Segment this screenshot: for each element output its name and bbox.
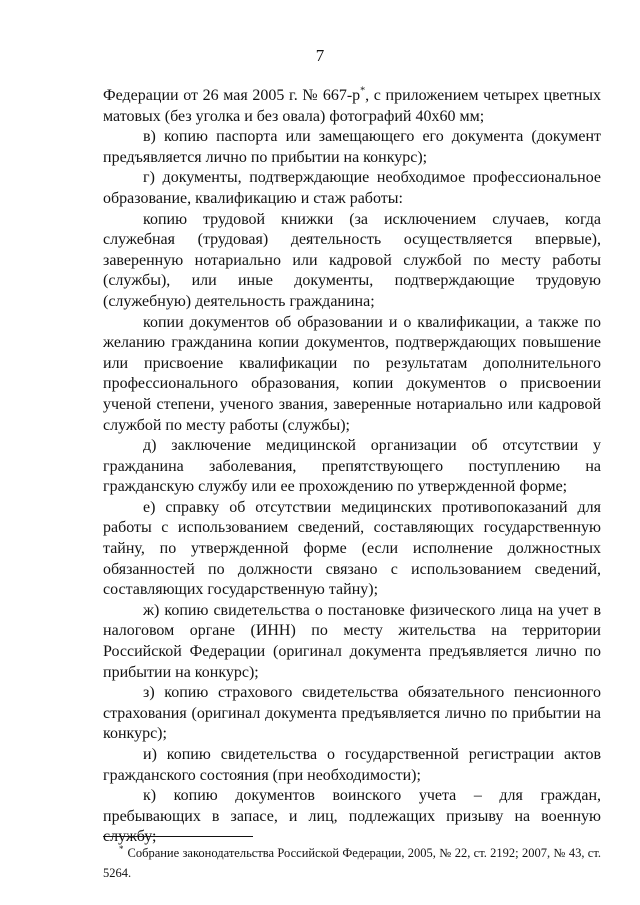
footnote bbox=[103, 843, 601, 883]
paragraph-item-k: к) копию документов воинского учета – для граждан, пребывающих в запасе, и лиц, подлежащих призыву на военную службу; bbox=[103, 787, 601, 846]
paragraph-item-i: и) копию свидетельства о государственной регистрации актов гражданского состояния (при необходимости); bbox=[103, 746, 601, 784]
body-text bbox=[103, 86, 601, 848]
paragraph-education-docs: копии документов об образовании и о квалификации, а также по желанию гражданина копии документов, подтверждающих повышение или присвоение квалификации по результатам дополнительного профессионального образования, копии документов о присвоении ученой степени, ученого звания, заверенные нотариально или кадровой службой по месту работы (службы); bbox=[103, 313, 601, 434]
paragraph-item-e: е) справку об отсутствии медицинских противопоказаний для работы с использованием сведений, составляющих государственную тайну, по утвержденной форме (если исполнение должностных обязанностей по должности связано с использованием сведений, составляющих государственную тайну); bbox=[103, 498, 601, 599]
paragraph-item-z: з) копию страхового свидетельства обязательного пенсионного страхования (оригинал документа предъявляется лично по прибытии на конкурс); bbox=[103, 684, 601, 743]
paragraph-text: Федерации от 26 мая 2005 г. № 667-р bbox=[103, 87, 361, 104]
footnote-mark: * bbox=[119, 843, 124, 854]
footnote-reference: * bbox=[360, 85, 366, 97]
paragraph-item-d: д) заключение медицинской организации об отсутствии у гражданина заболевания, препятствующего поступлению на гражданскую службу или ее прохождению по утвержденной форме; bbox=[103, 437, 601, 496]
paragraph-text-tail: , с приложением четырех цветных матовых (без уголка и без овала) фотографий 40х60 мм; bbox=[103, 87, 601, 125]
footnote-divider bbox=[103, 836, 253, 837]
paragraph-item-g: г) документы, подтверждающие необходимое профессиональное образование, квалификацию и стаж работы: bbox=[103, 169, 601, 207]
paragraph-item-zh: ж) копию свидетельства о постановке физического лица на учет в налоговом органе (ИНН) по месту жительства на территории Российской Федерации (оригинал документа предъявляется лично по прибытии на конкурс); bbox=[103, 601, 601, 681]
paragraph-item-v: в) копию паспорта или замещающего его документа (документ предъявляется лично по прибытии на конкурс); bbox=[103, 128, 601, 166]
footnote-text: Собрание законодательства Российской Федерации, 2005, № 22, ст. 2192; 2007, № 43, ст. 5264. bbox=[103, 846, 601, 880]
page-number: 7 bbox=[315, 46, 325, 65]
paragraph-work-book: копию трудовой книжки (за исключением случаев, когда служебная (трудовая) деятельность осуществляется впервые), заверенную нотариально или кадровой службой по месту работы (службы), или иные документы, подтверждающие трудовую (служебную) деятельность гражданина; bbox=[103, 210, 601, 310]
paragraph-continuation bbox=[103, 86, 601, 127]
